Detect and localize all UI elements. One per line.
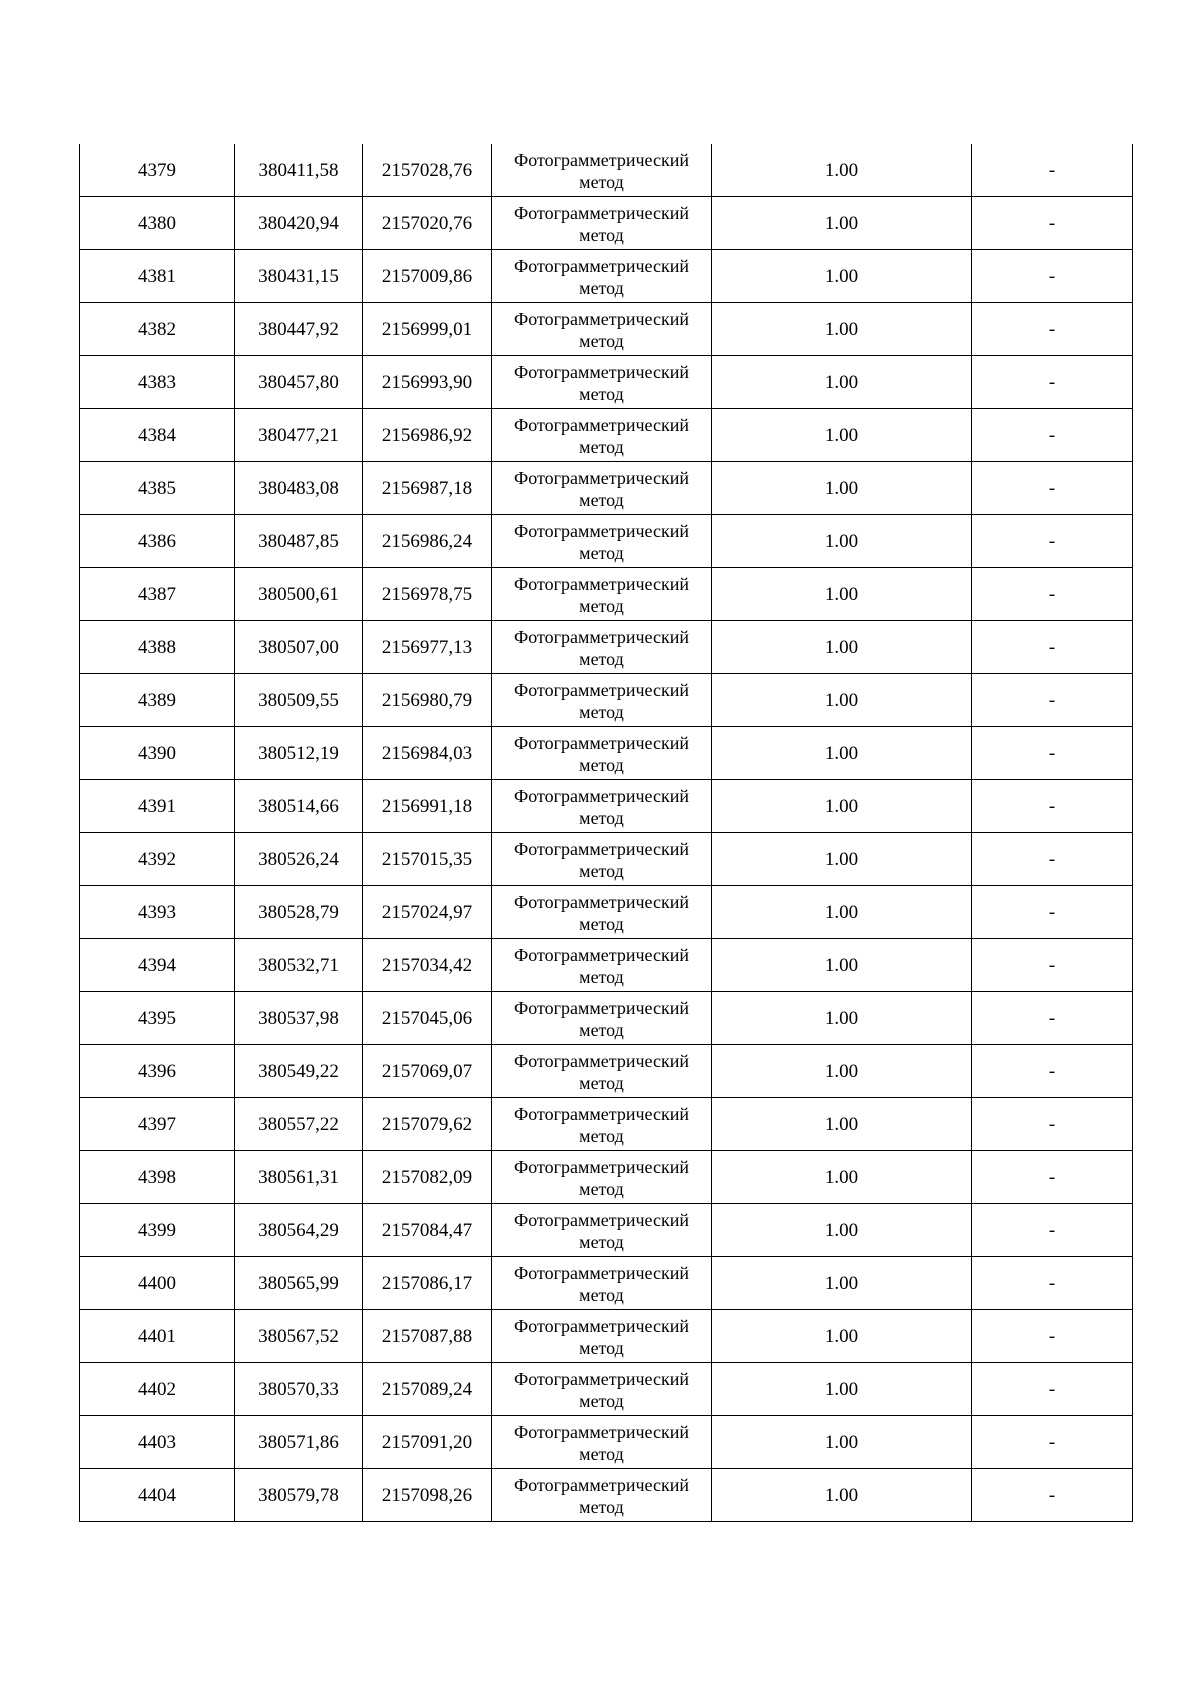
point-number-cell: 4393 xyxy=(80,886,235,939)
accuracy-cell: 1.00 xyxy=(712,1416,972,1469)
point-number-cell: 4399 xyxy=(80,1204,235,1257)
method-line-1: Фотограмметрический xyxy=(514,997,689,1018)
method-line-1: Фотограмметрический xyxy=(514,361,689,382)
method-line-2: метод xyxy=(579,1019,624,1040)
point-number-cell: 4386 xyxy=(80,515,235,568)
accuracy-cell: 1.00 xyxy=(712,886,972,939)
coordinate-y-cell: 2157087,88 xyxy=(363,1310,492,1363)
point-number-cell: 4380 xyxy=(80,197,235,250)
coordinate-y-cell: 2157024,97 xyxy=(363,886,492,939)
method-line-1: Фотограмметрический xyxy=(514,1421,689,1442)
coordinate-x-cell: 380561,31 xyxy=(235,1151,363,1204)
method-cell xyxy=(492,568,712,621)
coordinate-x-cell: 380411,58 xyxy=(235,144,363,197)
method-line-1: Фотограмметрический xyxy=(514,1262,689,1283)
method-line-1: Фотограмметрический xyxy=(514,1474,689,1495)
accuracy-cell: 1.00 xyxy=(712,250,972,303)
coordinate-x-cell: 380483,08 xyxy=(235,462,363,515)
method-cell xyxy=(492,1363,712,1416)
point-number-cell: 4403 xyxy=(80,1416,235,1469)
method-line-1: Фотограмметрический xyxy=(514,891,689,912)
method-line-1: Фотограмметрический xyxy=(514,1103,689,1124)
coordinate-x-cell: 380526,24 xyxy=(235,833,363,886)
note-cell: - xyxy=(972,886,1133,939)
method-cell xyxy=(492,1416,712,1469)
point-number-cell: 4381 xyxy=(80,250,235,303)
table-row xyxy=(80,939,1133,992)
coordinate-y-cell: 2157086,17 xyxy=(363,1257,492,1310)
method-line-1: Фотограмметрический xyxy=(514,255,689,276)
point-number-cell: 4387 xyxy=(80,568,235,621)
method-line-2: метод xyxy=(579,330,624,351)
table-row xyxy=(80,462,1133,515)
note-cell: - xyxy=(972,1469,1133,1522)
point-number-cell: 4400 xyxy=(80,1257,235,1310)
point-number-cell: 4384 xyxy=(80,409,235,462)
note-cell: - xyxy=(972,674,1133,727)
method-line-2: метод xyxy=(579,860,624,881)
method-line-1: Фотограмметрический xyxy=(514,1050,689,1071)
method-cell xyxy=(492,144,712,197)
table-row xyxy=(80,833,1133,886)
method-line-1: Фотограмметрический xyxy=(514,732,689,753)
note-cell: - xyxy=(972,1045,1133,1098)
method-line-1: Фотограмметрический xyxy=(514,202,689,223)
coordinate-x-cell: 380571,86 xyxy=(235,1416,363,1469)
table-row xyxy=(80,144,1133,197)
method-cell xyxy=(492,992,712,1045)
method-line-2: метод xyxy=(579,542,624,563)
method-line-1: Фотограмметрический xyxy=(514,573,689,594)
method-cell xyxy=(492,197,712,250)
method-cell xyxy=(492,1204,712,1257)
table-row xyxy=(80,303,1133,356)
table-row xyxy=(80,674,1133,727)
table-row xyxy=(80,886,1133,939)
method-line-2: метод xyxy=(579,1231,624,1252)
table-row xyxy=(80,1416,1133,1469)
method-line-1: Фотограмметрический xyxy=(514,785,689,806)
method-cell xyxy=(492,1045,712,1098)
point-number-cell: 4397 xyxy=(80,1098,235,1151)
method-cell xyxy=(492,462,712,515)
coordinate-x-cell: 380549,22 xyxy=(235,1045,363,1098)
method-cell xyxy=(492,1469,712,1522)
accuracy-cell: 1.00 xyxy=(712,833,972,886)
method-line-1: Фотограмметрический xyxy=(514,414,689,435)
accuracy-cell: 1.00 xyxy=(712,568,972,621)
table-row xyxy=(80,1204,1133,1257)
method-line-1: Фотограмметрический xyxy=(514,1209,689,1230)
note-cell: - xyxy=(972,621,1133,674)
coordinate-y-cell: 2156999,01 xyxy=(363,303,492,356)
note-cell: - xyxy=(972,992,1133,1045)
accuracy-cell: 1.00 xyxy=(712,992,972,1045)
coordinates-table xyxy=(79,144,1133,1522)
method-cell xyxy=(492,886,712,939)
point-number-cell: 4392 xyxy=(80,833,235,886)
coordinate-y-cell: 2156978,75 xyxy=(363,568,492,621)
method-cell xyxy=(492,250,712,303)
note-cell: - xyxy=(972,1257,1133,1310)
coordinate-x-cell: 380528,79 xyxy=(235,886,363,939)
coordinate-y-cell: 2157028,76 xyxy=(363,144,492,197)
method-line-2: метод xyxy=(579,966,624,987)
note-cell: - xyxy=(972,1363,1133,1416)
note-cell: - xyxy=(972,144,1133,197)
coordinate-x-cell: 380532,71 xyxy=(235,939,363,992)
table-row xyxy=(80,356,1133,409)
method-cell xyxy=(492,303,712,356)
coordinate-x-cell: 380570,33 xyxy=(235,1363,363,1416)
method-line-2: метод xyxy=(579,701,624,722)
table-row xyxy=(80,1363,1133,1416)
note-cell: - xyxy=(972,1204,1133,1257)
coordinate-x-cell: 380500,61 xyxy=(235,568,363,621)
note-cell: - xyxy=(972,833,1133,886)
table-body xyxy=(80,144,1133,1522)
coordinate-y-cell: 2157009,86 xyxy=(363,250,492,303)
method-line-1: Фотограмметрический xyxy=(514,149,689,170)
coordinate-y-cell: 2156977,13 xyxy=(363,621,492,674)
point-number-cell: 4388 xyxy=(80,621,235,674)
table-row xyxy=(80,1310,1133,1363)
method-line-2: метод xyxy=(579,1390,624,1411)
coordinate-x-cell: 380567,52 xyxy=(235,1310,363,1363)
point-number-cell: 4383 xyxy=(80,356,235,409)
method-line-2: метод xyxy=(579,1125,624,1146)
method-line-2: метод xyxy=(579,489,624,510)
point-number-cell: 4390 xyxy=(80,727,235,780)
note-cell: - xyxy=(972,727,1133,780)
coordinate-x-cell: 380477,21 xyxy=(235,409,363,462)
table-row xyxy=(80,515,1133,568)
note-cell: - xyxy=(972,1310,1133,1363)
method-line-1: Фотограмметрический xyxy=(514,308,689,329)
accuracy-cell: 1.00 xyxy=(712,409,972,462)
note-cell: - xyxy=(972,780,1133,833)
coordinate-y-cell: 2157069,07 xyxy=(363,1045,492,1098)
accuracy-cell: 1.00 xyxy=(712,1363,972,1416)
method-line-1: Фотограмметрический xyxy=(514,944,689,965)
method-line-2: метод xyxy=(579,383,624,404)
note-cell: - xyxy=(972,356,1133,409)
coordinate-x-cell: 380557,22 xyxy=(235,1098,363,1151)
method-line-2: метод xyxy=(579,1496,624,1517)
coordinate-x-cell: 380509,55 xyxy=(235,674,363,727)
table-row xyxy=(80,1045,1133,1098)
note-cell: - xyxy=(972,462,1133,515)
coordinate-x-cell: 380431,15 xyxy=(235,250,363,303)
accuracy-cell: 1.00 xyxy=(712,1469,972,1522)
table-row xyxy=(80,992,1133,1045)
accuracy-cell: 1.00 xyxy=(712,1151,972,1204)
coordinate-x-cell: 380512,19 xyxy=(235,727,363,780)
note-cell: - xyxy=(972,250,1133,303)
coordinate-y-cell: 2157034,42 xyxy=(363,939,492,992)
method-cell xyxy=(492,1257,712,1310)
method-line-2: метод xyxy=(579,1072,624,1093)
point-number-cell: 4398 xyxy=(80,1151,235,1204)
accuracy-cell: 1.00 xyxy=(712,356,972,409)
table-row xyxy=(80,1151,1133,1204)
coordinate-y-cell: 2156986,92 xyxy=(363,409,492,462)
coordinate-y-cell: 2157098,26 xyxy=(363,1469,492,1522)
method-cell xyxy=(492,409,712,462)
point-number-cell: 4395 xyxy=(80,992,235,1045)
note-cell: - xyxy=(972,568,1133,621)
note-cell: - xyxy=(972,197,1133,250)
method-cell xyxy=(492,356,712,409)
accuracy-cell: 1.00 xyxy=(712,462,972,515)
method-line-1: Фотограмметрический xyxy=(514,626,689,647)
method-line-2: метод xyxy=(579,171,624,192)
note-cell: - xyxy=(972,1098,1133,1151)
coordinate-y-cell: 2157045,06 xyxy=(363,992,492,1045)
method-line-2: метод xyxy=(579,224,624,245)
coordinate-y-cell: 2157091,20 xyxy=(363,1416,492,1469)
point-number-cell: 4385 xyxy=(80,462,235,515)
point-number-cell: 4401 xyxy=(80,1310,235,1363)
method-line-2: метод xyxy=(579,1443,624,1464)
coordinate-x-cell: 380447,92 xyxy=(235,303,363,356)
method-line-1: Фотограмметрический xyxy=(514,1156,689,1177)
method-line-2: метод xyxy=(579,1284,624,1305)
point-number-cell: 4402 xyxy=(80,1363,235,1416)
note-cell: - xyxy=(972,1416,1133,1469)
coordinate-y-cell: 2156986,24 xyxy=(363,515,492,568)
accuracy-cell: 1.00 xyxy=(712,727,972,780)
point-number-cell: 4394 xyxy=(80,939,235,992)
table-row xyxy=(80,197,1133,250)
accuracy-cell: 1.00 xyxy=(712,303,972,356)
accuracy-cell: 1.00 xyxy=(712,1310,972,1363)
method-cell xyxy=(492,727,712,780)
method-line-1: Фотограмметрический xyxy=(514,679,689,700)
accuracy-cell: 1.00 xyxy=(712,780,972,833)
accuracy-cell: 1.00 xyxy=(712,1204,972,1257)
table-row xyxy=(80,1257,1133,1310)
method-line-2: метод xyxy=(579,1178,624,1199)
table-row xyxy=(80,727,1133,780)
table-row xyxy=(80,621,1133,674)
point-number-cell: 4396 xyxy=(80,1045,235,1098)
method-line-2: метод xyxy=(579,595,624,616)
coordinate-x-cell: 380579,78 xyxy=(235,1469,363,1522)
method-cell xyxy=(492,833,712,886)
table-row xyxy=(80,1098,1133,1151)
coordinate-x-cell: 380564,29 xyxy=(235,1204,363,1257)
method-line-2: метод xyxy=(579,277,624,298)
method-line-2: метод xyxy=(579,1337,624,1358)
note-cell: - xyxy=(972,303,1133,356)
table-row xyxy=(80,409,1133,462)
method-cell xyxy=(492,515,712,568)
coordinate-x-cell: 380507,00 xyxy=(235,621,363,674)
method-cell xyxy=(492,621,712,674)
method-cell xyxy=(492,939,712,992)
coordinate-x-cell: 380565,99 xyxy=(235,1257,363,1310)
point-number-cell: 4382 xyxy=(80,303,235,356)
method-line-2: метод xyxy=(579,913,624,934)
method-line-1: Фотограмметрический xyxy=(514,1315,689,1336)
point-number-cell: 4379 xyxy=(80,144,235,197)
method-cell xyxy=(492,1310,712,1363)
method-line-2: метод xyxy=(579,648,624,669)
point-number-cell: 4391 xyxy=(80,780,235,833)
point-number-cell: 4389 xyxy=(80,674,235,727)
method-line-1: Фотограмметрический xyxy=(514,520,689,541)
accuracy-cell: 1.00 xyxy=(712,939,972,992)
note-cell: - xyxy=(972,515,1133,568)
accuracy-cell: 1.00 xyxy=(712,515,972,568)
coordinate-y-cell: 2157084,47 xyxy=(363,1204,492,1257)
method-cell xyxy=(492,674,712,727)
point-number-cell: 4404 xyxy=(80,1469,235,1522)
note-cell: - xyxy=(972,939,1133,992)
method-line-2: метод xyxy=(579,436,624,457)
note-cell: - xyxy=(972,409,1133,462)
method-line-2: метод xyxy=(579,807,624,828)
coordinate-y-cell: 2157020,76 xyxy=(363,197,492,250)
coordinate-y-cell: 2156987,18 xyxy=(363,462,492,515)
method-line-2: метод xyxy=(579,754,624,775)
coordinate-x-cell: 380420,94 xyxy=(235,197,363,250)
table-row xyxy=(80,780,1133,833)
accuracy-cell: 1.00 xyxy=(712,674,972,727)
accuracy-cell: 1.00 xyxy=(712,1045,972,1098)
note-cell: - xyxy=(972,1151,1133,1204)
accuracy-cell: 1.00 xyxy=(712,621,972,674)
method-line-1: Фотограмметрический xyxy=(514,1368,689,1389)
coordinate-y-cell: 2157015,35 xyxy=(363,833,492,886)
method-cell xyxy=(492,1151,712,1204)
coordinate-y-cell: 2156980,79 xyxy=(363,674,492,727)
accuracy-cell: 1.00 xyxy=(712,197,972,250)
coordinate-y-cell: 2156984,03 xyxy=(363,727,492,780)
table-row xyxy=(80,1469,1133,1522)
coordinate-x-cell: 380487,85 xyxy=(235,515,363,568)
method-cell xyxy=(492,780,712,833)
accuracy-cell: 1.00 xyxy=(712,1257,972,1310)
accuracy-cell: 1.00 xyxy=(712,144,972,197)
method-cell xyxy=(492,1098,712,1151)
method-line-1: Фотограмметрический xyxy=(514,838,689,859)
accuracy-cell: 1.00 xyxy=(712,1098,972,1151)
coordinate-y-cell: 2156991,18 xyxy=(363,780,492,833)
coordinate-y-cell: 2156993,90 xyxy=(363,356,492,409)
coordinate-x-cell: 380457,80 xyxy=(235,356,363,409)
coordinate-y-cell: 2157082,09 xyxy=(363,1151,492,1204)
coordinate-x-cell: 380514,66 xyxy=(235,780,363,833)
table-row xyxy=(80,568,1133,621)
method-line-1: Фотограмметрический xyxy=(514,467,689,488)
table-row xyxy=(80,250,1133,303)
coordinate-x-cell: 380537,98 xyxy=(235,992,363,1045)
coordinate-y-cell: 2157089,24 xyxy=(363,1363,492,1416)
coordinate-y-cell: 2157079,62 xyxy=(363,1098,492,1151)
